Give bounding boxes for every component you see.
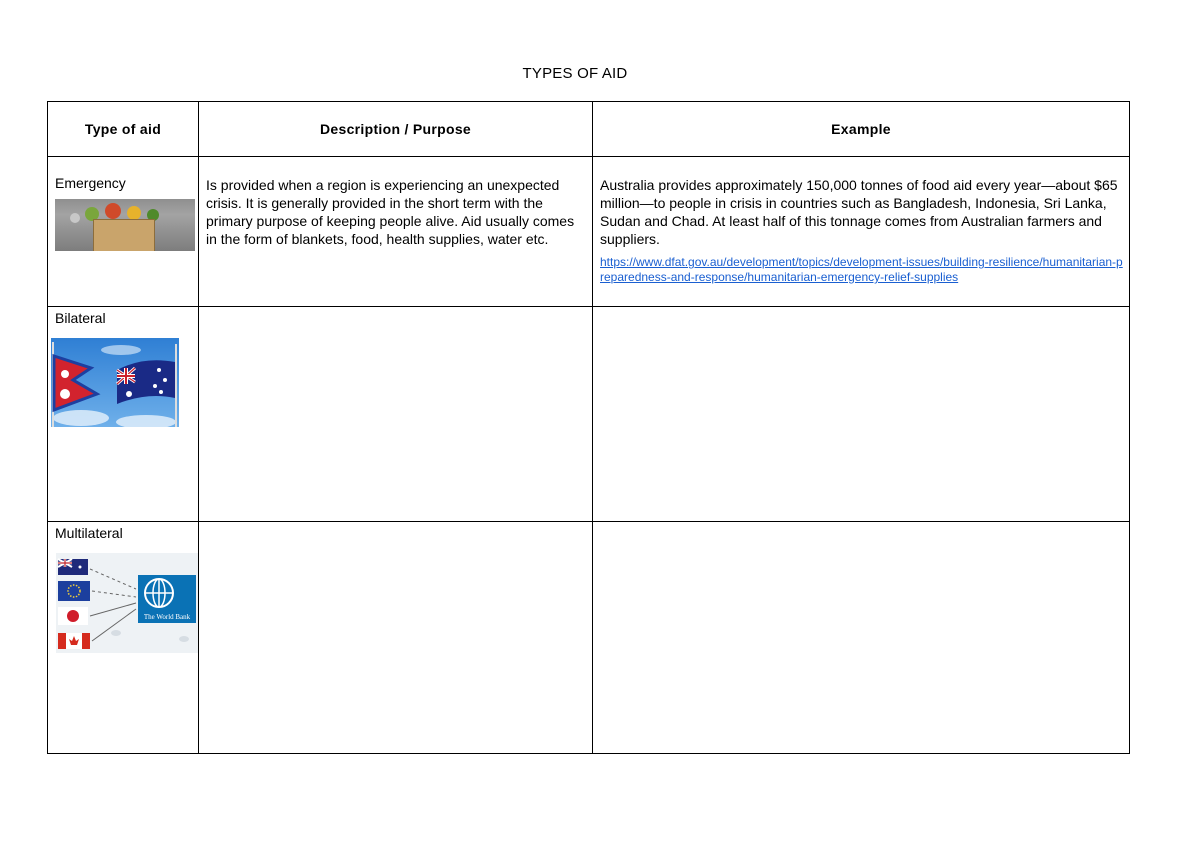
- food-aid-image: [55, 199, 195, 251]
- example-text-multilateral: [593, 522, 1129, 541]
- description-cell-bilateral[interactable]: [199, 307, 593, 522]
- description-text-emergency: Is provided when a region is experiencing an unexpected crisis. It is generally provided in the short term with the primary purpose of keeping people alive. Aid usually comes in the form of blankets, food, health supplies, water etc.: [206, 177, 575, 247]
- table-header-row: [48, 102, 1130, 157]
- bilateral-flags-image: [51, 338, 179, 427]
- type-label-bilateral: Bilateral: [55, 310, 106, 326]
- example-text-emergency: Australia provides approximately 150,000 tonnes of food aid every year—about $65 million—to people in crisis in countries such as Bangladesh, Indonesia, Sri Lanka, Sudan and Chad. At least half of this tonnage comes from Australian farmers and suppliers.: [600, 177, 1118, 247]
- type-cell-bilateral: [48, 307, 199, 522]
- description-cell-multilateral[interactable]: [199, 522, 593, 754]
- type-label-multilateral: Multilateral: [55, 525, 123, 541]
- example-text-bilateral: [593, 307, 1129, 326]
- header-example: Example: [593, 102, 1130, 157]
- aid-types-table: [47, 101, 1130, 754]
- type-label-emergency: Emergency: [55, 175, 126, 191]
- world-bank-caption: The World Bank: [143, 613, 191, 621]
- example-cell-multilateral[interactable]: [593, 522, 1130, 754]
- page-title: TYPES OF AID: [522, 65, 628, 82]
- dfat-link[interactable]: https://www.dfat.gov.au/development/topics/development-issues/building-resilience/humanitarian-preparedness-and-response/humanitarian-emergency-relief-supplies: [600, 255, 1123, 284]
- description-text-bilateral: [199, 307, 592, 326]
- type-cell-emergency: [48, 157, 199, 307]
- table-row-emergency: [48, 157, 1130, 307]
- multilateral-world-bank-image: [56, 553, 198, 653]
- description-cell-emergency: [199, 157, 593, 307]
- type-cell-multilateral: [48, 522, 199, 754]
- example-cell-bilateral[interactable]: [593, 307, 1130, 522]
- header-description: Description / Purpose: [199, 102, 593, 157]
- description-text-multilateral: [199, 522, 592, 541]
- table-row-multilateral: [48, 522, 1130, 754]
- example-cell-emergency: [593, 157, 1130, 307]
- table-row-bilateral: [48, 307, 1130, 522]
- header-type: Type of aid: [48, 102, 199, 157]
